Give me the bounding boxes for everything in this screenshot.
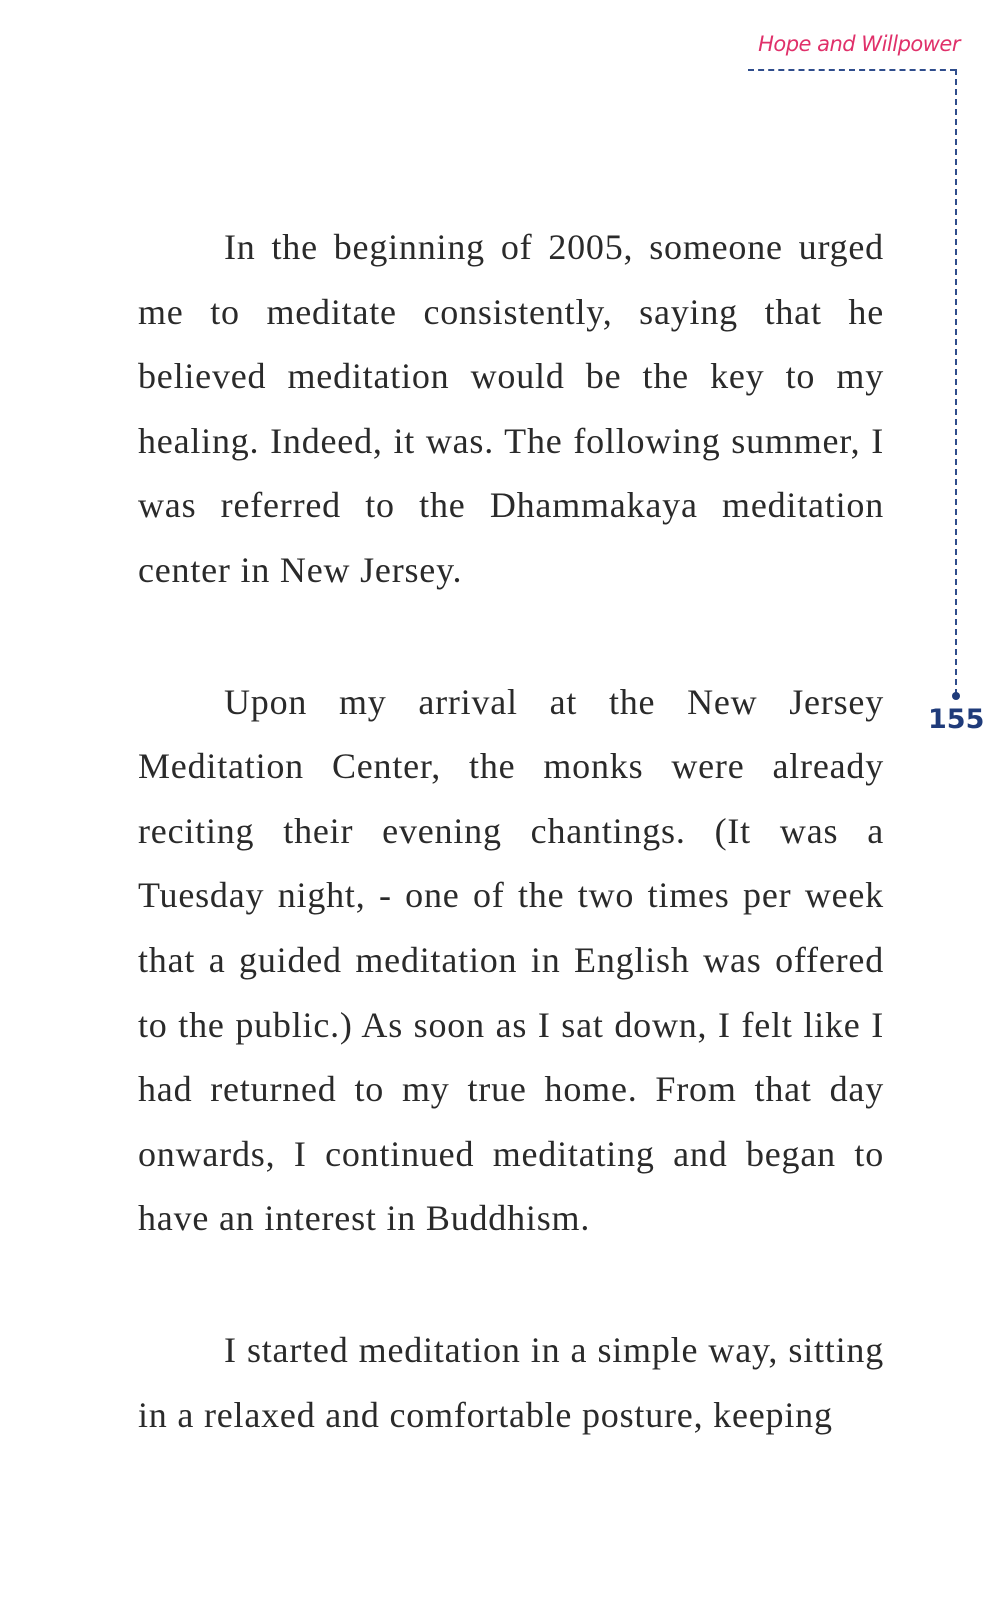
rule-end-dot bbox=[952, 692, 960, 700]
body-text bbox=[138, 215, 884, 1514]
paragraph: I started meditation in a simple way, sitting in a relaxed and comfortable posture, keeping bbox=[138, 1329, 884, 1435]
page-number: 155 bbox=[928, 704, 985, 735]
header-dashed-rule bbox=[748, 69, 956, 71]
paragraph: Upon my arrival at the New Jersey Meditation Center, the monks were already reciting their evening chantings. (It was a Tuesday night, - one of the two times per week that a guided meditation in English was offered to the public.) As soon as I sat down, I felt like I had returned to my true home. From that day onwards, I continued meditating and began to have an interest in Buddhism. bbox=[138, 681, 884, 1239]
paragraph: In the beginning of 2005, someone urged me to meditate consistently, saying that he believed meditation would be the key to my healing. Indeed, it was. The following summer, I was referred to the Dhammakaya meditation center in New Jersey. bbox=[138, 227, 884, 590]
running-head: Hope and Willpower bbox=[758, 32, 960, 56]
margin-dashed-rule bbox=[955, 69, 957, 695]
